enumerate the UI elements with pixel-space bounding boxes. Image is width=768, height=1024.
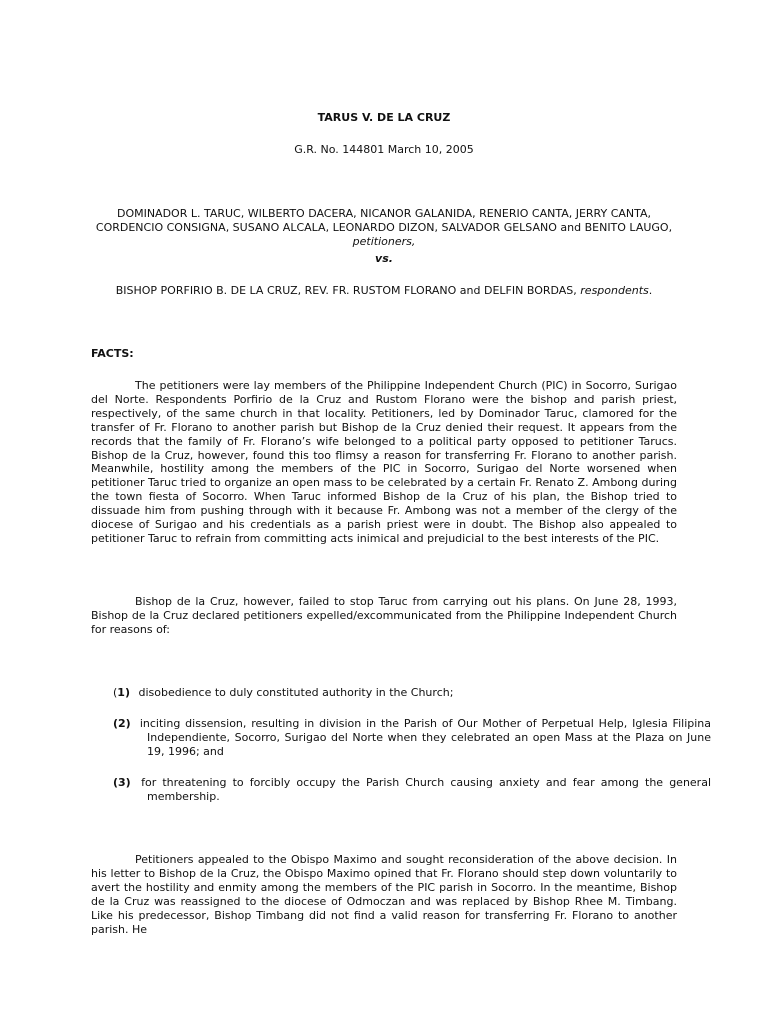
reason-text-3: for threatening to forcibly occupy the Parish Church causing anxiety and fear among the general membership. [135,776,711,803]
reason-number-2: (2) [113,717,131,730]
reason-text-1: disobedience to duly constituted authority in the Church; [135,686,454,699]
reason-item-3 [113,776,711,804]
reason-item-1 [113,686,711,700]
reason-text-2: inciting dissension, resulting in division in the Parish of Our Mother of Perpetual Help, Iglesia Filipina Independiente, Socorro, Surigao del Norte when they celebrated an open Mass at the Plaza on June 19, 1996; and [135,717,711,758]
petitioners-names: DOMINADOR L. TARUC, WILBERTO DACERA, NICANOR GALANIDA, RENERIO CANTA, JERRY CANTA, CORDENCIO CONSIGNA, SUSANO ALCALA, LEONARDO DIZON, SALVADOR GELSANO and BENITO LAUGO, [95,207,673,234]
respondents-end: . [648,284,653,297]
reason-number-1 [113,686,135,700]
facts-paragraph-3: Petitioners appealed to the Obispo Maximo and sought reconsideration of the above decision. In his letter to Bishop de la Cruz, the Obispo Maximo opined that Fr. Florano should step down voluntarily to avert the hostility and enmity among the members of the PIC parish in Socorro. In the meantime, Bishop de la Cruz was reassigned to the diocese of Odmoczan and was replaced by Bishop Rhee M. Timbang. Like his predecessor, Bishop Timbang did not find a valid reason for transferring Fr. Florano to another parish. He [91,853,677,936]
respondents-role: respondents [580,284,649,297]
petitioners-role: petitioners, [352,234,416,248]
gr-number: G.R. No. 144801 March 10, 2005 [294,143,474,156]
reason-number-1-text: 1) [117,686,130,699]
case-title: TARUS V. DE LA CRUZ [317,111,451,124]
reason-item-2 [113,717,711,759]
facts-paragraph-2: Bishop de la Cruz, however, failed to stop Taruc from carrying out his plans. On June 28, 1993, Bishop de la Cruz declared petitioners expelled/excommunicated from the Philippine Independent Church for reasons of: [91,595,677,636]
respondents-block [60,284,708,298]
facts-paragraph-1: The petitioners were lay members of the Philippine Independent Church (PIC) in Socorro, Surigao del Norte. Respondents Porfirio de la Cruz and Rustom Florano were the bishop and parish priest, respectively, of the same church in that locality. Petitioners, led by Dominador Taruc, clamored for the transfer of Fr. Florano to another parish but Bishop de la Cruz denied their request. It appears from the records that the family of Fr. Florano’s wife belonged to a political party opposed to petitioner Tarucs. Bishop de la Cruz, however, found this too flimsy a reason for transferring Fr. Florano to another parish. Meanwhile, hostility among the members of the PIC in Socorro, Surigao del Norte worsened when petitioner Taruc tried to organize an open mass to be celebrated by a certain Fr. Renato Z. Ambong during the town fiesta of Socorro. When Taruc informed Bishop de la Cruz of his plan, the Bishop tried to dissuade him from pushing through with it because Fr. Ambong was not a member of the clergy of the diocese of Surigao and his credentials as a parish priest were in doubt. The Bishop also appealed to petitioner Taruc to refrain from committing acts inimical and prejudicial to the best interests of the PIC. [91,379,677,545]
reason-number-3: (3) [113,776,131,789]
petitioners-block [86,207,682,249]
versus-label: vs. [375,252,393,265]
reason-open-paren-1: ( [113,686,118,699]
facts-heading: FACTS: [91,347,134,360]
respondents-names: BISHOP PORFIRIO B. DE LA CRUZ, REV. FR. RUSTOM FLORANO and DELFIN BORDAS, [115,284,581,297]
